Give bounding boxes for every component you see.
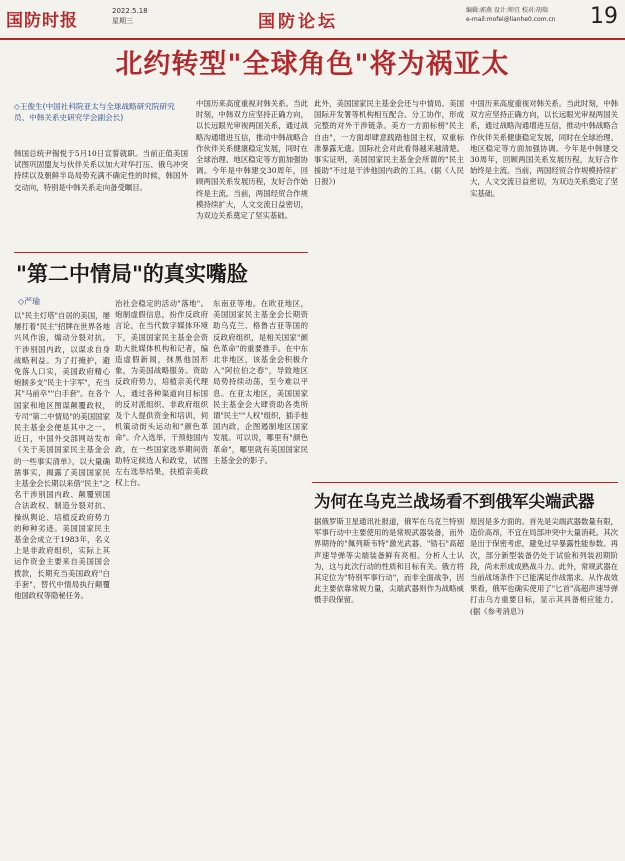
article3-column-2: 原因是多方面的。首先是尖端武器数量有限，造价高昂，不宜在局部冲突中大量消耗。其次是出于保密考虑，避免过早暴露性能参数。再次，部分新型装备仍处于试验和列装初期阶段，尚未形成成熟战斗力。此外，常规武器在当前战场条件下已能满足作战需求。从作战效果看，俄军也确实使用了"匕首"高超声速导弹打击乌方重要目标，显示其具备相应能力。(据《参考消息》)	[470, 517, 618, 616]
masthead	[0, 0, 625, 40]
editors-line: 编辑:郭燕 设计:师宜 校对:胡瑞	[466, 7, 548, 14]
lead-headline: 北约转型"全球角色"将为祸亚太	[115, 49, 510, 80]
article2-column-1: 以"民主灯塔"自居的美国，屡屡打着"民主"招牌在世界各地兴风作浪，煽动分裂对抗，干涉别国内政，以谋求自身战略利益。为了打掩护，避免落人口实，美国政府精心炮制多支"民主十字军"，充当其"马前卒""白手套"。在各个国家和地区图谋颠覆政权，专司"第二中情局"的美国国家民主基金会便是其中之一。近日，中国外交部网站发布《关于美国国家民主基金会的一些事实清单》，以大量确凿事实，揭露了美国国家民主基金会长期以来借"民主"之名干涉别国内政、颠覆别国合法政权、制造分裂对抗、操纵舆论、培植反政府势力的种种劣迹。美国国家民主基金会成立于1983年，名义上是非政府组织，实际上其运作资金主要来自美国国会拨款，长期充当美国政府"白手套"，替代中情局执行颠覆他国政权等隐秘任务。	[14, 311, 110, 601]
lead-author: ◇王俊生(中国社科院亚太与全球战略研究院研究员、中韩关系史研究学会副会长)	[14, 102, 175, 122]
article2-author: ◇严瑜	[18, 297, 41, 306]
article2-column-3: 东南亚等地。在欧亚地区，美国国家民主基金会长期资助乌克兰、格鲁吉亚等国的反政府组织，是相关国家"颜色革命"的重要推手。在中东北非地区，该基金会积极介入"阿拉伯之春"，导致地区局势持续动荡，至今难以平息。在亚太地区，美国国家民主基金会大肆资助各类所谓"民主""人权"组织，插手他国内政，企图遏制地区国家发展。可以说，哪里有"颜色革命"，哪里就有美国国家民主基金会的影子。	[213, 299, 308, 465]
newspaper-logo: 国防时报	[6, 11, 78, 31]
issue-date-block	[112, 6, 148, 26]
article2-column-4: 此外，美国国家民主基金会还与中情局、美国国际开发署等机构相互配合、分工协作，形成完整的对外干涉链条。美方一方面标榜"民主自由"，一方面却肆意践踏他国主权，双重标准暴露无遗。国际社会对此看得越来越清楚。事实证明，美国国家民主基金会所谓的"民主援助"不过是干涉他国内政的工具。(据《人民日报》)	[314, 99, 464, 187]
page-number: 19	[590, 4, 618, 29]
issue-weekday: 星期三	[112, 17, 133, 25]
section-divider	[14, 252, 308, 253]
section-title: 国防论坛	[258, 12, 338, 32]
article2-headline: "第二中情局"的真实嘴脸	[16, 262, 248, 286]
lead-column-2: 中国历来高度重视对韩关系。当此时刻，中韩双方应坚持正确方向，以长远眼光审视两国关系，通过战略沟通增进互信，推动中韩战略合作伙伴关系健康稳定发展，同时在全球治理、地区稳定等方面加强协调。今年是中韩建交30周年，回顾两国关系发展历程，友好合作始终是主流。当前，两国经贸合作规模持续扩大，人文交流日益密切，为双边关系奠定了坚实基础。	[196, 99, 308, 221]
email-line: e-mail:mofei@lianhe0.com.cn	[466, 16, 556, 23]
lead-continued-column: 中国历来高度重视对韩关系。当此时刻，中韩双方应坚持正确方向，以长远眼光审视两国关系，通过战略沟通增进互信，推动中韩战略合作伙伴关系健康稳定发展，同时在全球治理、地区稳定等方面加强协调。今年是中韩建交30周年，回顾两国关系发展历程，友好合作始终是主流。当前，两国经贸合作规模持续扩大，人文交流日益密切，为双边关系奠定了坚实基础。	[470, 99, 618, 198]
article3-column-1: 据俄罗斯卫星通讯社报道，俄军在乌克兰特别军事行动中主要使用的是常规武器装备，而外界期待的"佩列斯韦特"激光武器、"锆石"高超声速导弹等尖端装备鲜有亮相。分析人士认为，这与此次行动的性质和目标有关。俄方将其定位为"特别军事行动"，而非全面战争，因此主要依靠常规力量，尖端武器则作为战略威慑手段保留。	[314, 517, 464, 605]
lead-column-1: 韩国总统尹锡悦于5月10日宣誓就职。当前正值美国试图巩固盟友与伙伴关系以加大对华打压、俄乌冲突持续以及朝鲜半岛局势充满不确定性的时候，韩国外交动向，特别是中韩关系走向备受瞩目。	[14, 149, 188, 192]
article2-column-2: 治社会稳定的活动"落地"。炮制虚假信息，扮作反政府言论，在当代数字媒体环境下，美国国家民主基金会资助大批媒体机构和记者，编造虚假新闻，抹黑他国形象，为美国战略服务。资助反政府势力，培植亲美代理人，通过各种渠道向目标国的反对派组织、非政府组织及个人提供资金和培训，伺机策动街头运动和"颜色革命"。介入选举，干预他国内政，在一些国家选举期间资助特定候选人和政党，试图左右选举结果，扶植亲美政权上台。	[115, 299, 208, 488]
article3-headline: 为何在乌克兰战场看不到俄军尖端武器	[314, 492, 595, 511]
editor-credits	[466, 6, 556, 24]
section-divider-right	[312, 482, 618, 483]
issue-date: 2022.5.18	[112, 7, 148, 15]
